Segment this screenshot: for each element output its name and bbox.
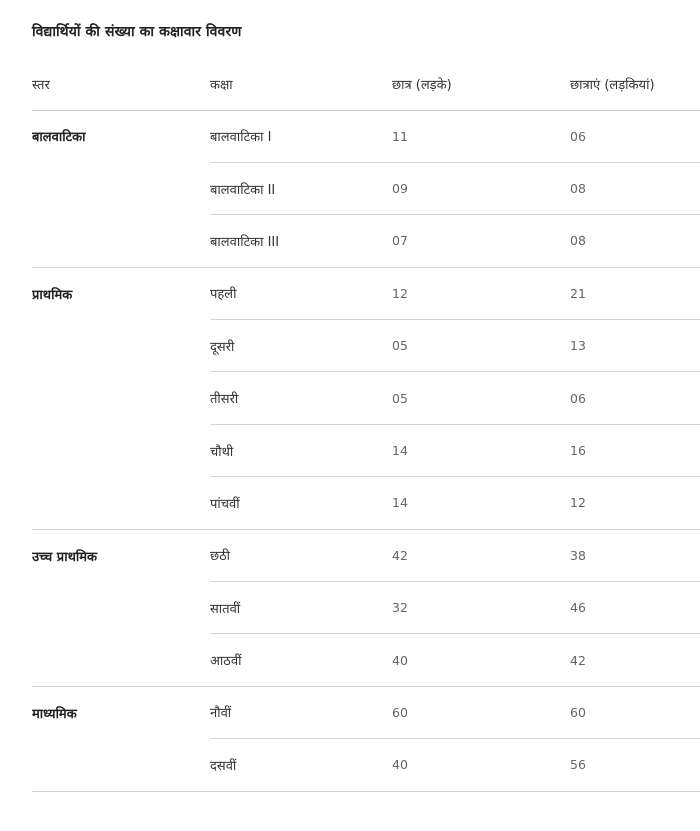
- table-row: [32, 582, 700, 634]
- table-row: [32, 267, 700, 319]
- table-row: [32, 215, 700, 267]
- boys-count-cell: 05: [392, 320, 570, 372]
- level-cell: [32, 424, 210, 476]
- level-cell: [32, 215, 210, 267]
- class-cell: बालवाटिका III: [210, 215, 392, 267]
- girls-count-cell: 60: [570, 686, 700, 738]
- table-row: [32, 110, 700, 162]
- enrollment-table: [32, 58, 700, 792]
- table-row: [32, 634, 700, 686]
- level-cell: [32, 320, 210, 372]
- header-girls: छात्राएं (लड़कियां): [570, 58, 700, 110]
- class-cell: आठवीं: [210, 634, 392, 686]
- table-row: [32, 372, 700, 424]
- header-level: स्तर: [32, 58, 210, 110]
- level-cell: प्राथमिक: [32, 267, 210, 319]
- girls-count-cell: 42: [570, 634, 700, 686]
- girls-count-cell: 46: [570, 582, 700, 634]
- table-row: [32, 424, 700, 476]
- girls-count-cell: 08: [570, 215, 700, 267]
- boys-count-cell: 05: [392, 372, 570, 424]
- level-cell: [32, 739, 210, 791]
- level-cell: माध्यमिक: [32, 686, 210, 738]
- table-row: [32, 686, 700, 738]
- class-cell: दसवीं: [210, 739, 392, 791]
- girls-count-cell: 56: [570, 739, 700, 791]
- boys-count-cell: 40: [392, 739, 570, 791]
- girls-count-cell: 13: [570, 320, 700, 372]
- girls-count-cell: 16: [570, 424, 700, 476]
- level-cell: उच्च प्राथमिक: [32, 529, 210, 581]
- boys-count-cell: 60: [392, 686, 570, 738]
- class-cell: तीसरी: [210, 372, 392, 424]
- level-cell: [32, 372, 210, 424]
- table-header-row: [32, 58, 700, 110]
- level-cell: [32, 634, 210, 686]
- boys-count-cell: 14: [392, 424, 570, 476]
- table-row: [32, 477, 700, 529]
- table-row: [32, 320, 700, 372]
- header-class: कक्षा: [210, 58, 392, 110]
- table-row: [32, 529, 700, 581]
- class-cell: बालवाटिका I: [210, 110, 392, 162]
- girls-count-cell: 06: [570, 372, 700, 424]
- boys-count-cell: 32: [392, 582, 570, 634]
- level-cell: [32, 162, 210, 214]
- level-cell: बालवाटिका: [32, 110, 210, 162]
- level-cell: [32, 477, 210, 529]
- header-boys: छात्र (लड़के): [392, 58, 570, 110]
- class-cell: नौवीं: [210, 686, 392, 738]
- class-cell: दूसरी: [210, 320, 392, 372]
- boys-count-cell: 09: [392, 162, 570, 214]
- class-cell: बालवाटिका II: [210, 162, 392, 214]
- boys-count-cell: 14: [392, 477, 570, 529]
- class-cell: चौथी: [210, 424, 392, 476]
- table-row: [32, 162, 700, 214]
- table-row: [32, 739, 700, 791]
- boys-count-cell: 42: [392, 529, 570, 581]
- boys-count-cell: 11: [392, 110, 570, 162]
- class-cell: पहली: [210, 267, 392, 319]
- class-cell: छठी: [210, 529, 392, 581]
- boys-count-cell: 40: [392, 634, 570, 686]
- boys-count-cell: 12: [392, 267, 570, 319]
- class-cell: पांचवीं: [210, 477, 392, 529]
- girls-count-cell: 08: [570, 162, 700, 214]
- girls-count-cell: 12: [570, 477, 700, 529]
- girls-count-cell: 21: [570, 267, 700, 319]
- page-title: विद्यार्थियों की संख्या का कक्षावार विवरण: [32, 24, 242, 40]
- class-cell: सातवीं: [210, 582, 392, 634]
- girls-count-cell: 06: [570, 110, 700, 162]
- boys-count-cell: 07: [392, 215, 570, 267]
- level-cell: [32, 582, 210, 634]
- girls-count-cell: 38: [570, 529, 700, 581]
